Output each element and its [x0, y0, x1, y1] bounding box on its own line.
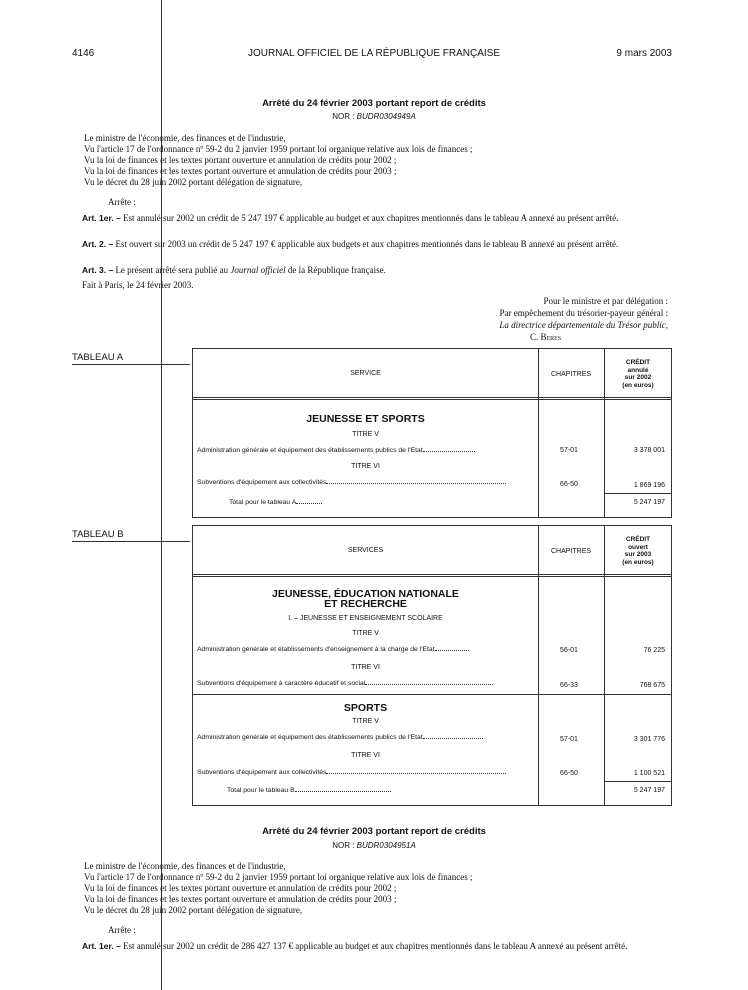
col-credit: CRÉDIT annulé sur 2002 (en euros) — [622, 359, 654, 389]
journal-title: JOURNAL OFFICIEL DE LA RÉPUBLIQUE FRANÇAISE — [247, 48, 501, 59]
chapitre: 66-50 — [560, 770, 578, 777]
table-row: Subventions d'équipement aux collectivités — [197, 769, 537, 776]
arrete-word: Arrête : — [108, 197, 136, 207]
section-title-2: ET RECHERCHE — [324, 598, 407, 610]
titre-vi: TITRE VI — [351, 752, 380, 759]
col-chapitres: CHAPITRES — [550, 548, 592, 555]
arrete-1-title: Arrêté du 24 février 2003 portant report de crédits — [262, 98, 486, 109]
preamble-line: Le ministre de l'économie, des finances et de l'industrie, — [84, 133, 286, 143]
total-row: Total pour le tableau B — [227, 787, 567, 794]
chapitre: 57-01 — [560, 447, 578, 454]
montant: 3 378 001 — [633, 447, 665, 454]
article-1: Art. 1er. – Est annulé sur 2002 un crédit de 5 247 197 € applicable au budget et aux chapitres mentionnés dans le tableau A annexé au présent arrêté. — [82, 213, 619, 223]
preamble-line: Vu la loi de finances et les textes portant ouverture et annulation de crédits pour 2002 ; — [84, 155, 397, 165]
arrete-word: Arrête : — [108, 925, 136, 935]
preamble-line: Vu l'article 17 de l'ordonnance nº 59-2 du 2 janvier 1959 portant loi organique relative aux lois de finances ; — [84, 144, 473, 154]
col-services: SERVICES — [347, 547, 384, 554]
montant: 768 675 — [639, 682, 665, 689]
col-credit: CRÉDIT ouvert sur 2003 (en euros) — [622, 536, 654, 566]
table-row: Administration générale et équipement des établissements publics de l'Etat — [197, 447, 537, 454]
done-at: Fait à Paris, le 24 février 2003. — [82, 280, 194, 290]
article-2: Art. 2. – Est ouvert sur 2003 un crédit de 5 247 197 € applicable aux budgets et aux chapitres mentionnés dans le tableau B annexé au présent arrêté. — [82, 239, 619, 249]
page-number: 4146 — [72, 48, 95, 59]
montant: 1 869 196 — [633, 482, 665, 489]
montant: 3 301 776 — [633, 736, 665, 743]
titre-vi: TITRE VI — [351, 463, 380, 470]
table-row: Administration générale et équipement des établissements publics de l'Etat — [197, 734, 537, 741]
table-row: Subventions d'équipement à caractère éducatif et social — [197, 680, 537, 687]
preamble-line: Le ministre de l'économie, des finances et de l'industrie, — [84, 861, 286, 871]
chapitre: 57-01 — [560, 736, 578, 743]
preamble-line: Vu le décret du 28 juin 2002 portant délégation de signature, — [84, 177, 303, 187]
table-row: Administration générale et établissements d'enseignement à la charge de l'Etat — [197, 646, 537, 653]
montant: 76 225 — [643, 647, 665, 654]
signature-line: Par empêchement du trésorier-payeur général : — [499, 308, 668, 318]
chapitre: 56-01 — [560, 647, 578, 654]
titre-v: TITRE V — [352, 718, 379, 725]
tableau-a-label: TABLEAU A — [72, 352, 190, 365]
preamble-line: Vu la loi de finances et les textes portant ouverture et annulation de crédits pour 2003 ; — [84, 894, 397, 904]
total-row: Total pour le tableau A — [229, 499, 569, 506]
article-3: Art. 3. – Le présent arrêté sera publié au Journal officiel de la République française. — [82, 265, 386, 275]
arrete-2-nor: NOR : BUDR0304951A — [332, 841, 416, 850]
preamble-line: Vu la loi de finances et les textes portant ouverture et annulation de crédits pour 2003 ; — [84, 166, 397, 176]
col-service: SERVICE — [350, 370, 381, 377]
signatory-name: C. Beres — [530, 332, 562, 342]
titre-v: TITRE V — [352, 431, 379, 438]
arrete-2-title: Arrêté du 24 février 2003 portant report de crédits — [262, 826, 486, 837]
section-title: JEUNESSE ET SPORTS — [306, 413, 425, 425]
issue-date: 9 mars 2003 — [616, 48, 672, 59]
chapitre: 66-50 — [560, 481, 578, 488]
tableau-b-label: TABLEAU B — [72, 529, 190, 542]
col-chapitres: CHAPITRES — [550, 371, 592, 378]
chapitre: 66-33 — [560, 682, 578, 689]
titre-vi: TITRE VI — [351, 664, 380, 671]
total-amount: 5 247 197 — [633, 787, 665, 794]
table-row: Subventions d'équipement aux collectivités — [197, 479, 537, 486]
subsection-title: I. – JEUNESSE ET ENSEIGNEMENT SCOLAIRE — [288, 615, 443, 622]
total-amount: 5 247 197 — [633, 499, 665, 506]
tableau-b — [192, 525, 672, 806]
montant: 1 100 521 — [633, 770, 665, 777]
preamble-line: Vu le décret du 28 juin 2002 portant délégation de signature, — [84, 905, 303, 915]
section-title: SPORTS — [343, 702, 388, 714]
article-1: Art. 1er. – Est annulé sur 2002 un crédit de 286 427 137 € applicable au budget et aux chapitres mentionnés dans le tableau A annexé au présent arrêté. — [82, 941, 628, 951]
tableau-a — [192, 348, 672, 518]
preamble-line: Vu la loi de finances et les textes portant ouverture et annulation de crédits pour 2002 ; — [84, 883, 397, 893]
titre-v: TITRE V — [352, 630, 379, 637]
arrete-1-nor: NOR : BUDR0304949A — [332, 112, 416, 121]
signature-line: La directrice départementale du Trésor public, — [499, 320, 668, 330]
preamble-line: Vu l'article 17 de l'ordonnance nº 59-2 du 2 janvier 1959 portant loi organique relative aux lois de finances ; — [84, 872, 473, 882]
signature-line: Pour le ministre et par délégation : — [543, 296, 668, 306]
section-title: JEUNESSE, ÉDUCATION NATIONALE — [272, 588, 459, 600]
